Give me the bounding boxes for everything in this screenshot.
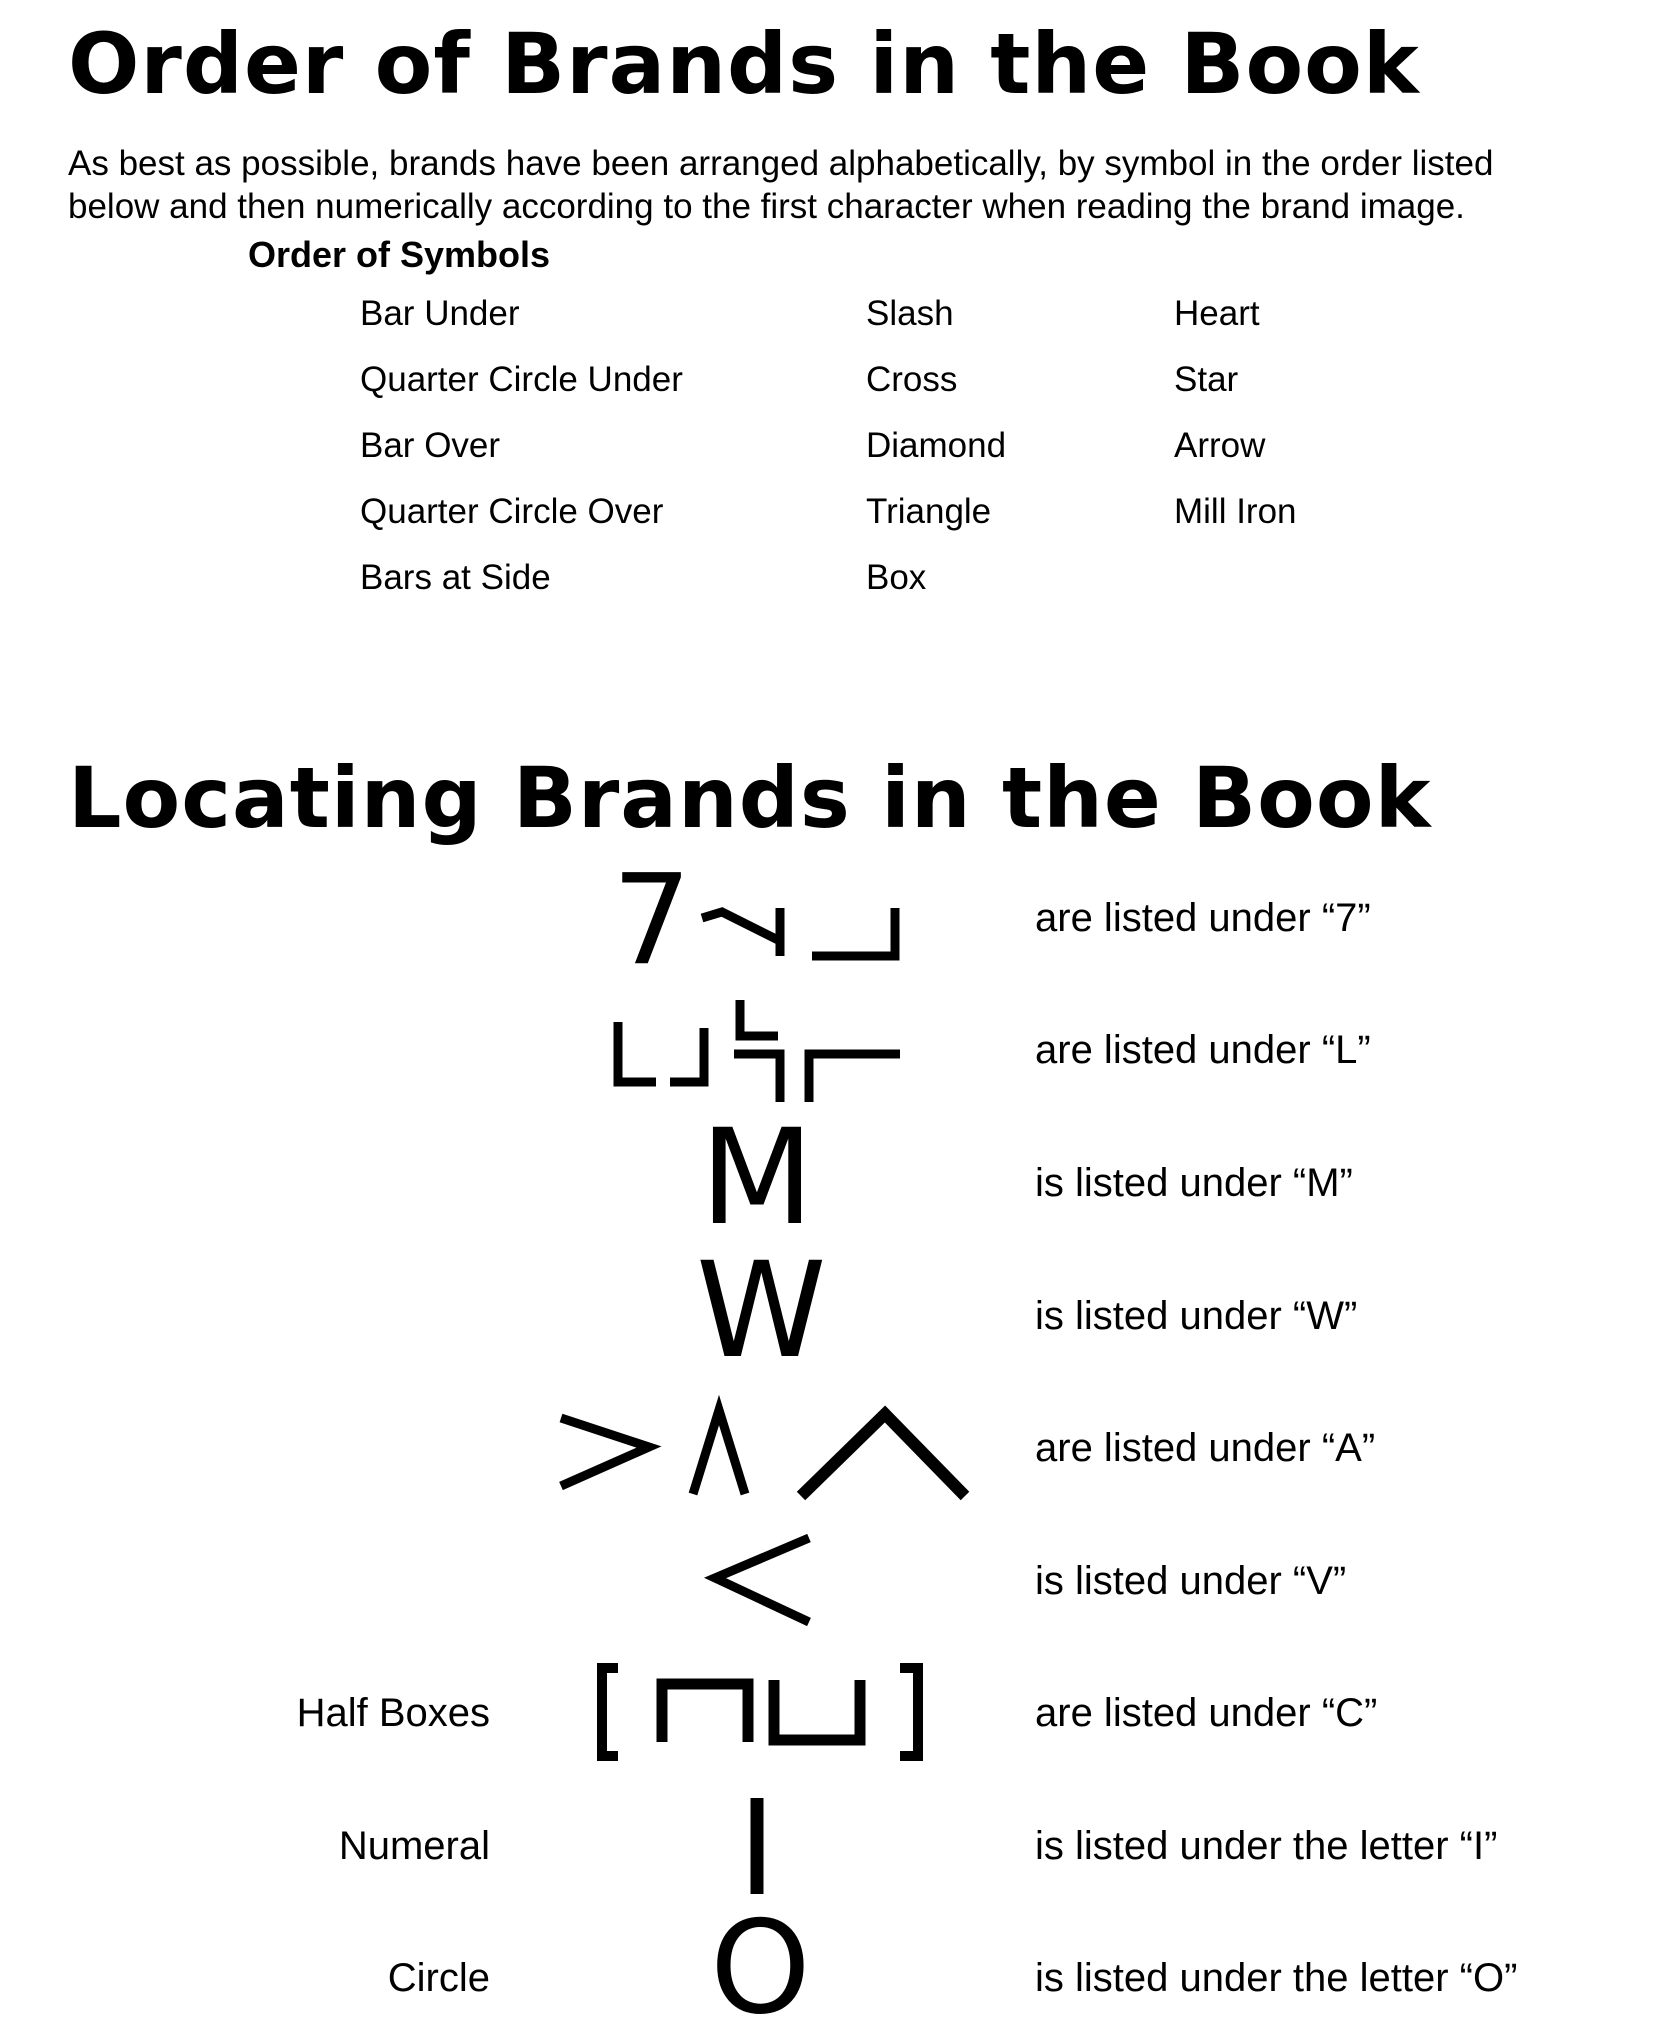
symbol-item: Quarter Circle Over <box>360 492 664 531</box>
row-description: are listed under “C” <box>1035 1691 1378 1735</box>
section-title: Locating Brands in the Book <box>68 749 1432 847</box>
page-title: Order of Brands in the Book <box>68 15 1420 113</box>
symbol-item: Box <box>866 558 927 597</box>
brand-glyph-w: W <box>696 1234 827 1388</box>
brand-glyph-m: M <box>700 1101 814 1255</box>
symbol-item: Arrow <box>1174 426 1266 465</box>
row-description: is listed under the letter “O” <box>1035 1956 1518 2000</box>
symbol-item: Bar Under <box>360 294 520 333</box>
symbol-item: Slash <box>866 294 954 333</box>
row-description: is listed under “M” <box>1035 1161 1353 1205</box>
row-description: are listed under “L” <box>1035 1028 1371 1072</box>
brand-seven-variants-icon <box>700 890 900 970</box>
symbol-item: Quarter Circle Under <box>360 360 683 399</box>
brand-l-variants-icon <box>610 1000 910 1105</box>
row-label: Circle <box>387 1956 490 2000</box>
symbol-item: Cross <box>866 360 958 399</box>
symbols-heading: Order of Symbols <box>248 234 551 275</box>
row-description: are listed under “7” <box>1035 896 1371 940</box>
half-boxes-icon <box>596 1662 926 1762</box>
symbol-item: Heart <box>1174 294 1260 333</box>
row-label: Numeral <box>338 1824 490 1868</box>
row-description: is listed under “V” <box>1035 1559 1347 1603</box>
symbol-item: Star <box>1174 360 1239 399</box>
row-description: are listed under “A” <box>1035 1426 1376 1470</box>
symbol-item: Bars at Side <box>360 558 551 597</box>
brand-a-variants-icon <box>555 1400 975 1500</box>
symbol-item: Mill Iron <box>1174 492 1297 531</box>
row-label: Half Boxes <box>296 1691 490 1735</box>
symbol-item: Bar Over <box>360 426 501 465</box>
brand-v-rotated-icon <box>705 1532 815 1632</box>
symbol-item: Triangle <box>866 492 992 531</box>
symbol-item: Diamond <box>866 426 1007 465</box>
row-description: is listed under “W” <box>1035 1294 1358 1338</box>
brand-glyph-circle: O <box>710 1894 811 2043</box>
brand-glyph-seven: 7 <box>612 848 692 993</box>
row-description: is listed under the letter “I” <box>1035 1824 1498 1868</box>
intro-paragraph <box>68 142 1628 228</box>
numeral-one-icon <box>745 1796 769 1896</box>
intro-line: As best as possible, brands have been arranged alphabetically, by symbol in the order listed <box>68 144 1494 183</box>
intro-line: below and then numerically according to the first character when reading the brand image. <box>68 187 1465 226</box>
